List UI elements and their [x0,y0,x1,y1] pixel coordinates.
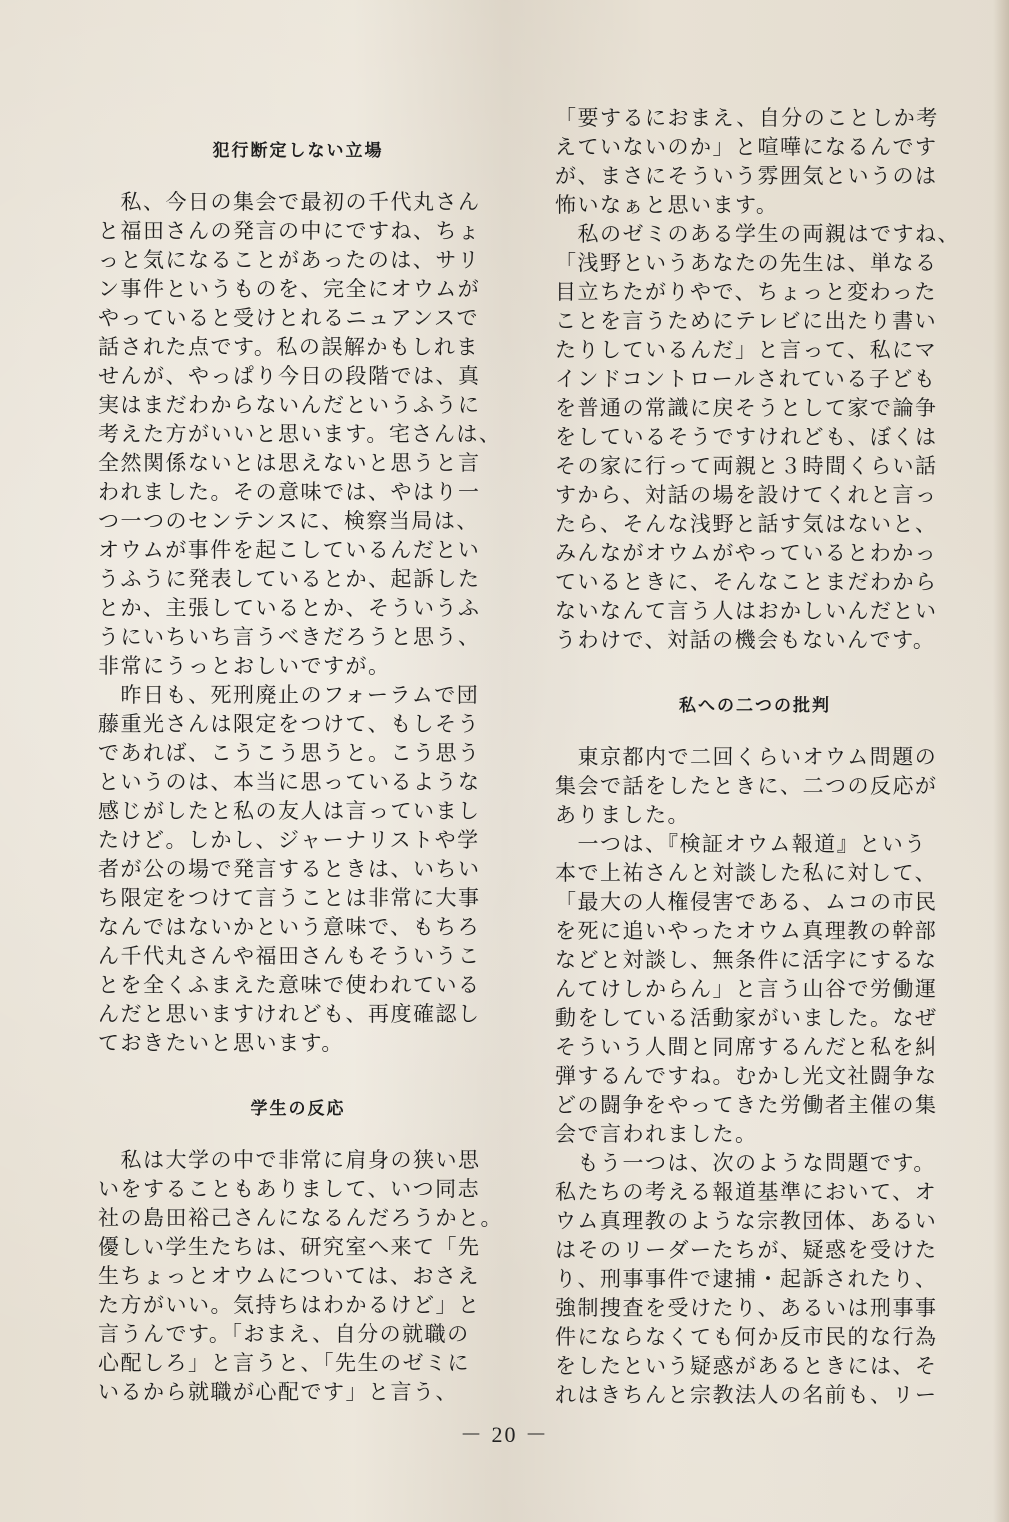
text-line: われました。その意味では、やはり一 [98,480,481,504]
text-line: やっていると受けとれるニュアンスで [98,306,480,330]
text-line: 話された点です。私の誤解かもしれま [98,335,479,359]
page-number: － 20 － [459,1422,549,1447]
text-line: せんが、やっぱり今日の段階では、真 [98,364,481,388]
text-line: どの闘争をやってきた労働者主催の集 [555,1093,938,1117]
paragraph [555,1149,955,1410]
text-line: 東京都内で二回くらいオウム問題の [555,745,938,769]
paragraph [98,681,498,1058]
text-line: んだと思いますけれども、再度確認し [98,1002,481,1026]
text-line: うにいちいち言うべきだろうと思う、 [98,625,481,649]
text-line: 藤重光さんは限定をつけて、もしそう [98,712,481,736]
text-line: みんながオウムがやっているとわかっ [555,541,938,565]
text-line: をしたという疑惑があるときには、そ [555,1354,938,1378]
section-heading: 学生の反応 [250,1099,346,1119]
text-line: ん千代丸さんや福田さんもそういうこ [98,944,481,968]
text-line: 考えた方がいいと思います。宅さんは、 [98,422,502,446]
text-line: 生ちょっとオウムについては、おさえ [98,1264,480,1288]
text-line: そういう人間と同席するんだと私を糾 [555,1035,938,1059]
text-line: を死に追いやったオウム真理教の幹部 [555,919,938,943]
text-line: を普通の常識に戻そうとして家で論争 [555,396,938,420]
text-line: り、刑事事件で逮捕・起訴されたり、 [555,1267,938,1291]
text-line: たけど。しかし、ジャーナリストや学 [98,828,480,852]
text-line: うふうに発表しているとか、起訴した [98,567,481,591]
text-line: とか、主張しているとか、そういうふ [98,596,481,620]
text-line: 「最大の人権侵害である、ムコの市民 [555,890,938,914]
text-line: 私のゼミのある学生の両親はですね、 [555,222,960,246]
page-edge-shadow [993,0,1009,1522]
text-line: えていないのか」と喧嘩になるんです [555,135,938,159]
text-line: と福田さんの発言の中にですね、ちょ [98,219,481,243]
paragraph [555,743,955,830]
text-line: 実はまだわからないんだというふうに [98,393,481,417]
text-line: 私たちの考える報道基準において、オ [555,1180,938,1204]
text-line: っと気になることがあったのは、サリ [98,248,481,272]
text-line: 集会で話をしたときに、二つの反応が [555,774,938,798]
text-line: 目立ちたがりやで、ちょっと変わった [555,280,937,304]
text-line: 会で言われました。 [555,1122,758,1146]
text-line: 件にならなくても何か反市民的な行為 [555,1325,938,1349]
text-line: 優しい学生たちは、研究室へ来て「先 [98,1235,481,1259]
text-line: 言うんです。「おまえ、自分の就職の [98,1322,470,1346]
text-line: 者が公の場で発言するときは、いちい [98,857,481,881]
paragraph [98,188,502,681]
text-line: なんではないかという意味で、もちろ [98,915,481,939]
text-line: 社の島田裕己さんになるんだろうかと。 [98,1206,503,1230]
text-line: ち限定をつけて言うことは非常に大事 [98,886,481,910]
text-line: 一つは、『検証オウム報道』という [555,832,927,856]
text-line: いるから就職が心配です」と言う、 [98,1380,458,1404]
text-line: 強制捜査を受けたり、あるいは刑事事 [555,1296,938,1320]
text-line: インドコントロールされている子ども [555,367,937,391]
text-line: をしているそうですけれども、ぼくは [555,425,938,449]
text-line: はそのリーダーたちが、疑惑を受けた [555,1238,938,1262]
text-line: 全然関係ないとは思えないと思うと言 [98,451,481,475]
text-line: つ一つのセンテンスに、検察当局は、 [98,509,479,533]
text-line: た方がいい。気持ちはわかるけど」と [98,1293,481,1317]
text-line: いをすることもありまして、いつ同志 [98,1177,481,1201]
text-line: ことを言うためにテレビに出たり書い [555,309,938,333]
text-line: 心配しろ」と言うと、「先生のゼミに [98,1351,470,1375]
text-line: 怖いなぁと思います。 [555,193,779,217]
paragraph [98,1146,503,1407]
text-line: 本で上祐さんと対談した私に対して、 [555,861,938,885]
text-line: 弾するんですね。むかし光文社闘争な [555,1064,938,1088]
text-line: ン事件というものを、完全にオウムが [98,277,481,301]
text-line: 感じがしたと私の友人は言っていまし [98,799,481,823]
text-line: ているときに、そんなことまだわから [555,570,938,594]
paragraph [555,220,960,655]
text-line: たら、そんな浅野と話す気はないと、 [555,512,938,536]
section-heading: 私への二つの批判 [679,696,831,716]
text-line: 非常にうっとおしいですが。 [98,654,391,678]
text-line: ておきたいと思います。 [98,1031,344,1055]
text-line: その家に行って両親と３時間くらい話 [555,454,938,478]
text-line: 昨日も、死刑廃止のフォーラムで団 [98,683,480,707]
text-line: 「浅野というあなたの先生は、単なる [555,251,938,275]
text-line: 私は大学の中で非常に肩身の狭い思 [98,1148,481,1172]
text-line: ないなんて言う人はおかしいんだとい [555,599,938,623]
text-line: たりしているんだ」と言って、私にマ [555,338,938,362]
paragraph [555,104,955,220]
text-line: 動をしている活動家がいました。なぜ [555,1006,938,1030]
text-line: とを全くふまえた意味で使われている [98,973,481,997]
text-line: であれば、こうこう思うと。こう思う [98,741,481,765]
section-heading: 犯行断定しない立場 [212,141,384,161]
left-column [98,100,503,1407]
text-line: ありました。 [555,803,690,827]
text-line: れはきちんと宗教法人の名前も、リー [555,1383,938,1407]
right-column [555,104,960,1410]
text-line: すから、対話の場を設けてくれと言っ [555,483,938,507]
text-line: うわけで、対話の機会もないんです。 [555,628,936,652]
text-line: というのは、本当に思っているような [98,770,481,794]
text-line: などと対談し、無条件に活字にするな [555,948,938,972]
paragraph [555,830,955,1149]
text-line: んてけしからん」と言う山谷で労働運 [555,977,938,1001]
text-line: オウムが事件を起こしているんだとい [98,538,481,562]
text-line: 私、今日の集会で最初の千代丸さん [98,190,481,214]
text-line: が、まさにそういう雰囲気というのは [555,164,938,188]
text-line: もう一つは、次のような問題です。 [555,1151,936,1175]
text-line: ウム真理教のような宗教団体、あるい [555,1209,938,1233]
text-line: 「要するにおまえ、自分のことしか考 [555,106,939,130]
